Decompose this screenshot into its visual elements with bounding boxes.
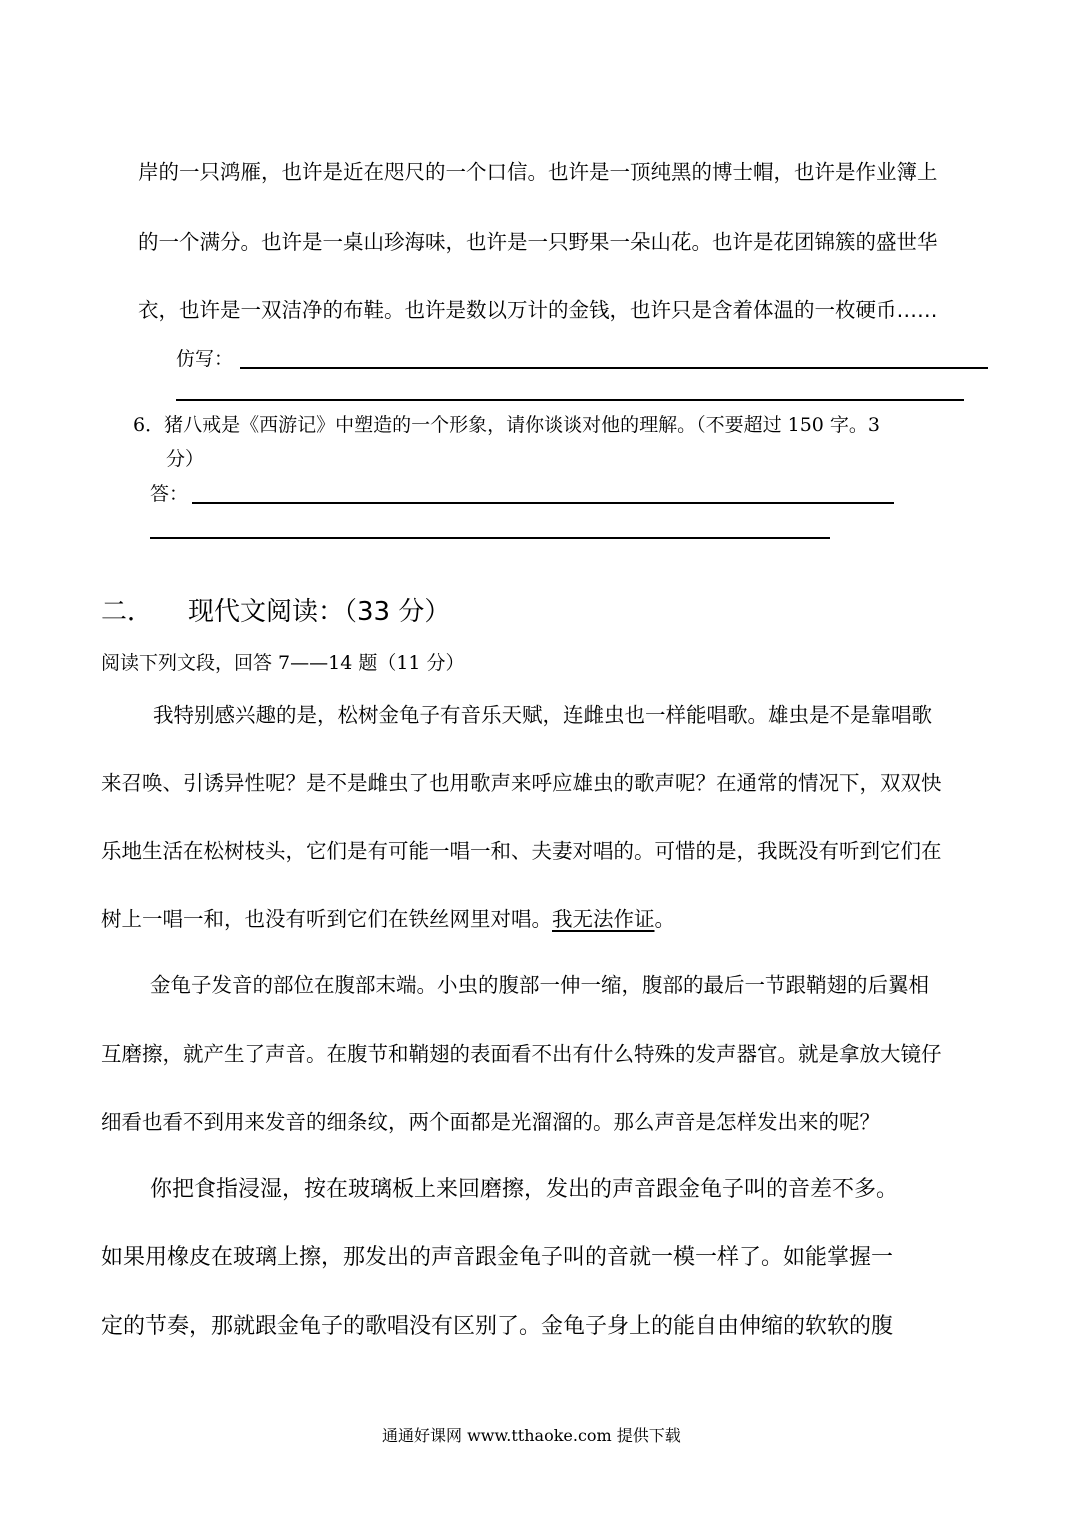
paragraph-2-line-3: 细看也看不到用来发音的细条纹，两个面都是光溜溜的。那么声音是怎样发出来的呢？ <box>101 1110 880 1134</box>
footer-text: 通通好课网 www.tthaoke.com 提供下载 <box>382 1426 681 1445</box>
paragraph-1-line-4 <box>101 904 675 934</box>
imitation-answer-line-2[interactable] <box>176 399 964 401</box>
passage-line-3: 衣，也许是一双洁净的布鞋。也许是数以万计的金钱，也许只是含着体温的一枚硬币…… <box>138 298 938 322</box>
sentence-end-mark: 。 <box>654 907 675 931</box>
section-title: 现代文阅读：（33 分） <box>188 597 451 627</box>
paragraph-3-line-1: 你把食指浸湿，按在玻璃板上来回磨擦，发出的声音跟金龟子叫的音差不多。 <box>150 1177 899 1202</box>
imitation-label: 仿写： <box>176 348 234 370</box>
paragraph-2-line-1: 金龟子发音的部位在腹部末端。小虫的腹部一伸一缩，腹部的最后一节跟鞘翅的后翼相 <box>150 973 929 997</box>
answer-label: 答： <box>150 483 189 505</box>
question-6-text: 6．猪八戒是《西游记》中塑造的一个形象，请你谈谈对他的理解。（不要超过 150 字。3 <box>133 414 881 436</box>
paragraph-3-line-3: 定的节奏，那就跟金龟子的歌唱没有区别了。金龟子身上的能自由伸缩的软软的腹 <box>101 1314 894 1339</box>
answer-line-1[interactable] <box>192 502 894 504</box>
paragraph-1-line-4-text: 树上一唱一和，也没有听到它们在铁丝网里对唱。 <box>101 907 552 931</box>
passage-line-2: 的一个满分。也许是一桌山珍海味，也许是一只野果一朵山花。也许是花团锦簇的盛世华 <box>138 230 938 254</box>
section-number: 二． <box>101 597 154 627</box>
question-6-text-cont: 分） <box>166 448 205 470</box>
answer-line-2[interactable] <box>150 537 830 539</box>
paragraph-3-line-2: 如果用橡皮在玻璃上擦，那发出的声音跟金龟子叫的音就一模一样了。如能掌握一 <box>101 1245 894 1270</box>
imitation-answer-line-1[interactable] <box>240 367 988 369</box>
reading-instruction: 阅读下列文段，回答 7——14 题（11 分） <box>101 652 465 674</box>
underlined-phrase: 我无法作证 <box>552 907 655 931</box>
paragraph-1-line-3: 乐地生活在松树枝头，它们是有可能一唱一和、夫妻对唱的。可惜的是，我既没有听到它们在 <box>101 839 942 863</box>
paragraph-1-line-2: 来召唤、引诱异性呢？是不是雌虫了也用歌声来呼应雄虫的歌声呢？在通常的情况下，双双快 <box>101 771 942 795</box>
paragraph-2-line-2: 互磨擦，就产生了声音。在腹节和鞘翅的表面看不出有什么特殊的发声器官。就是拿放大镜仔 <box>101 1042 942 1066</box>
paragraph-1-line-1: 我特别感兴趣的是，松树金龟子有音乐天赋，连雌虫也一样能唱歌。雄虫是不是靠唱歌 <box>153 703 932 727</box>
passage-line-1: 岸的一只鸿雁，也许是近在咫尺的一个口信。也许是一顶纯黑的博士帽，也许是作业簿上 <box>138 160 938 184</box>
